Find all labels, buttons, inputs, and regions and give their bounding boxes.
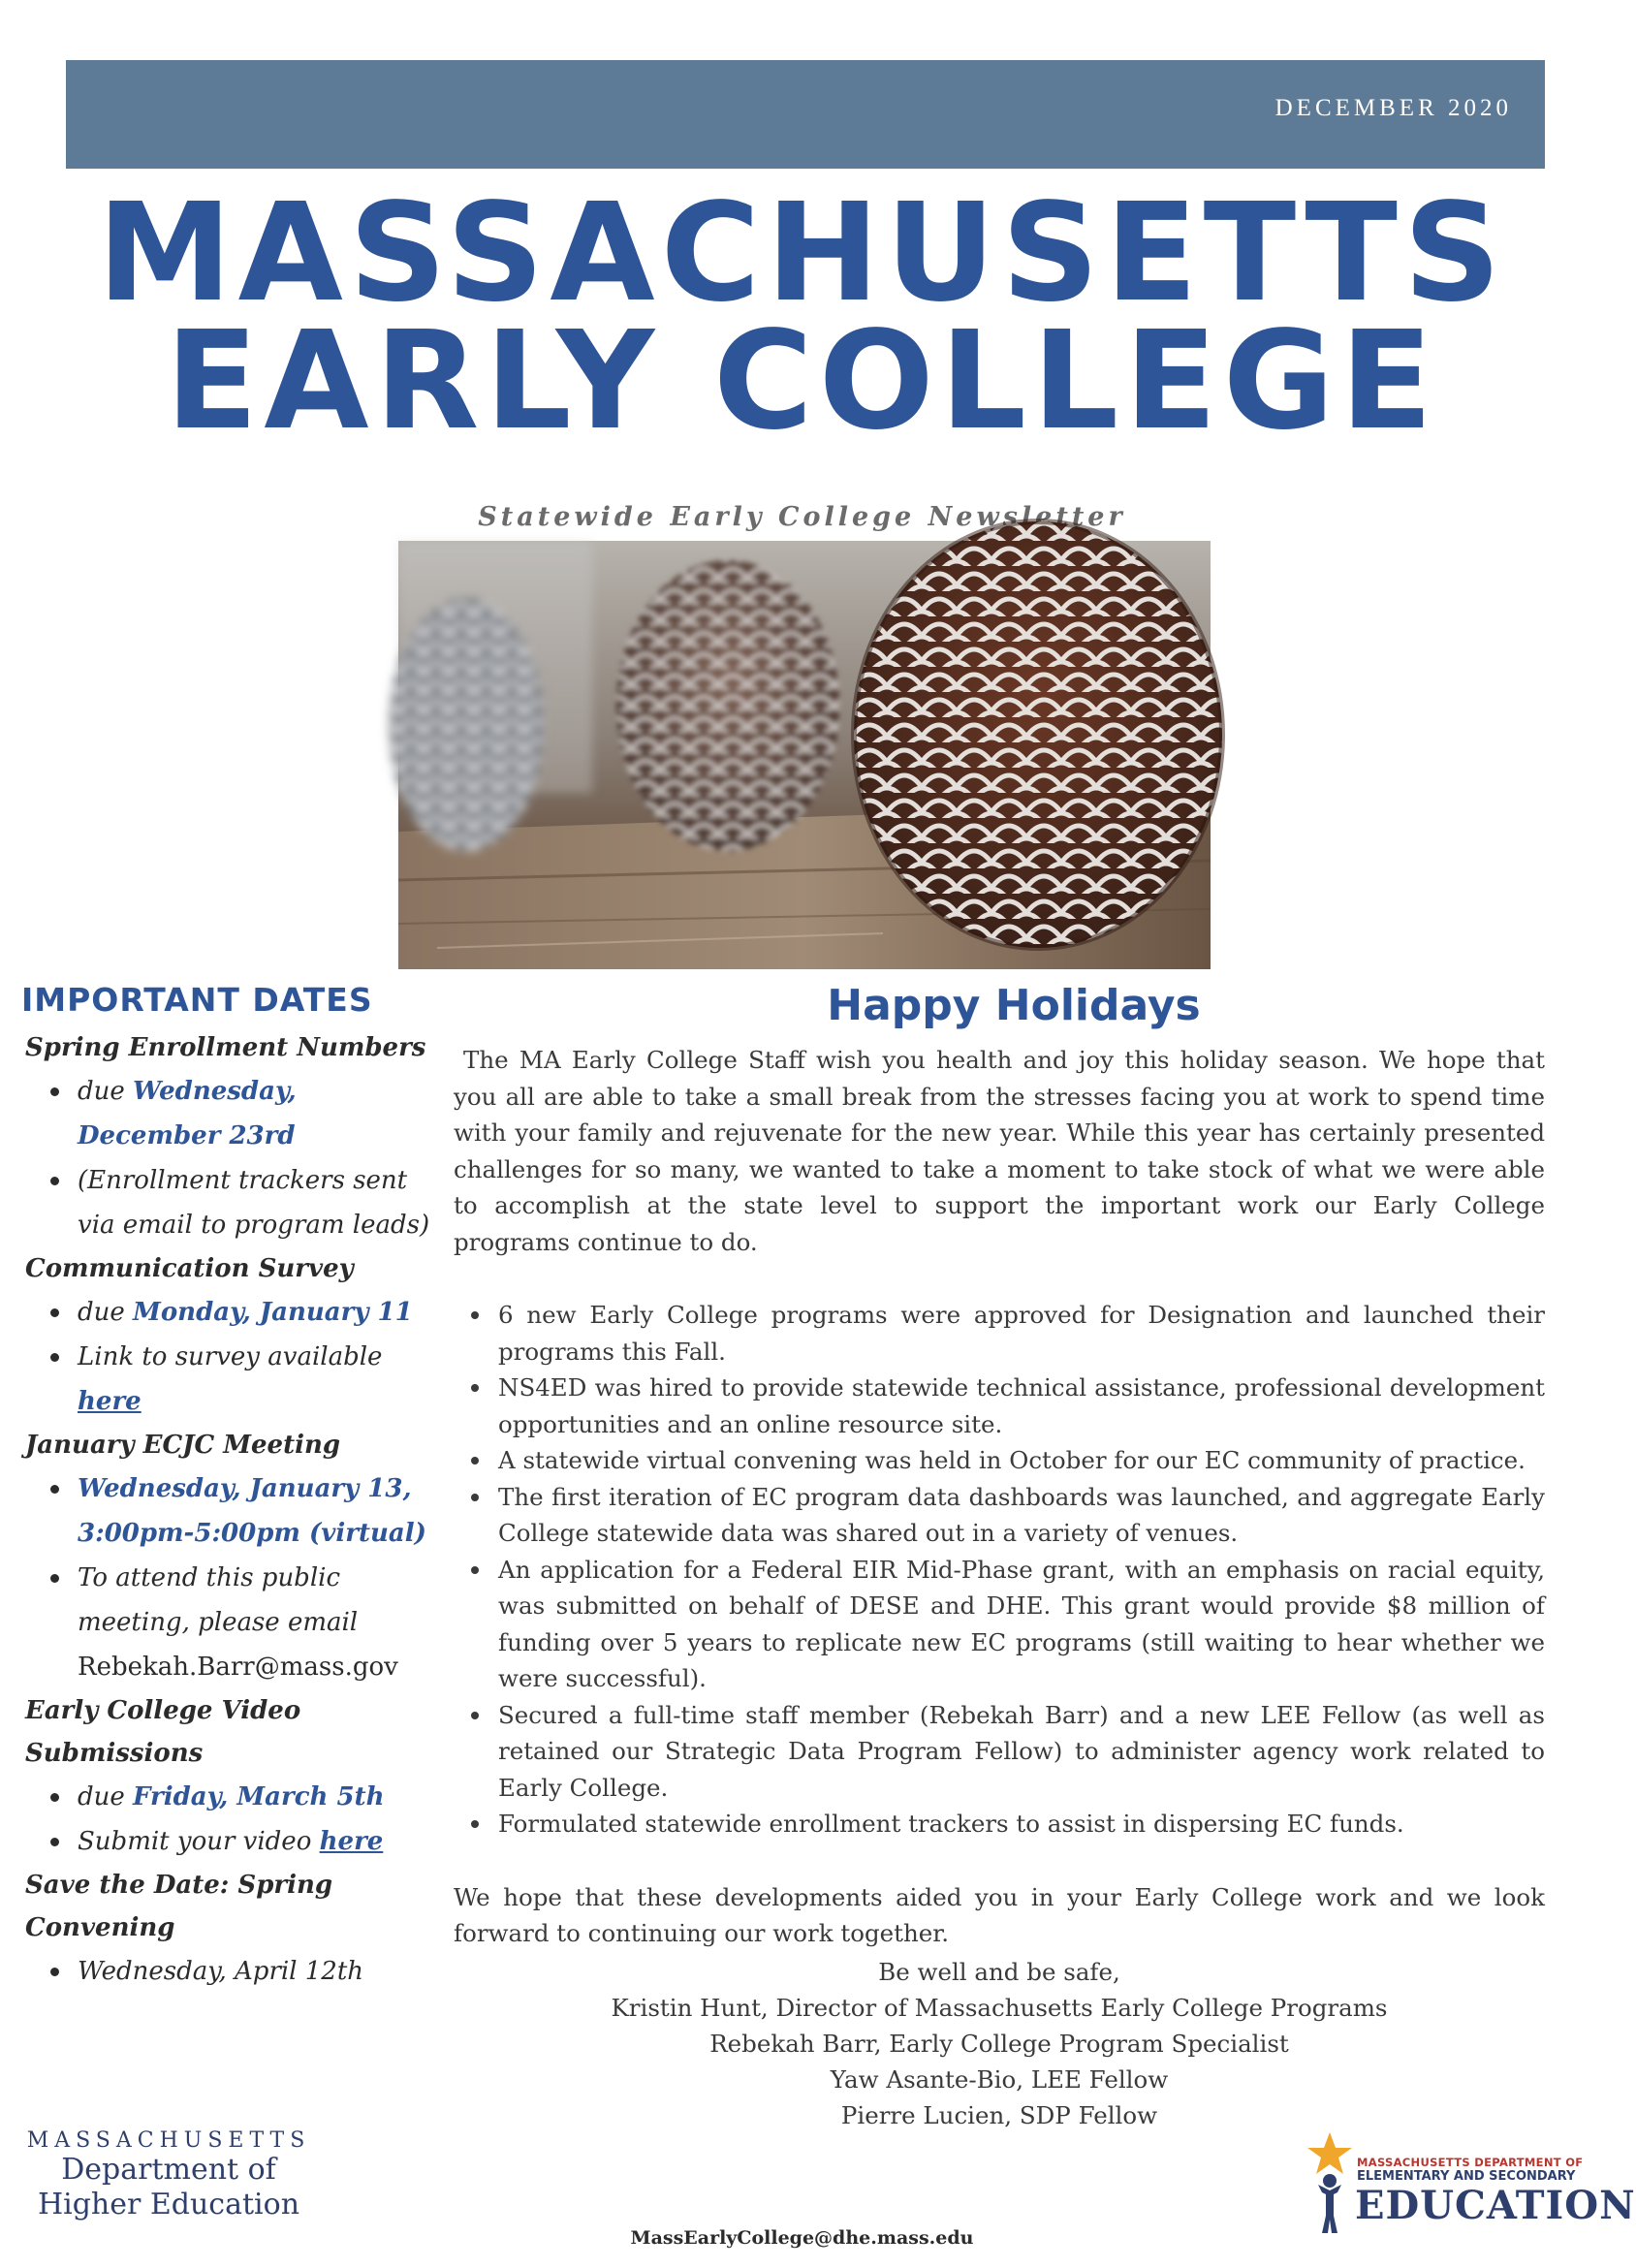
- communication-survey-list: [21, 1290, 438, 1424]
- signoff-line: Yaw Asante-Bio, LEE Fellow: [830, 2065, 1169, 2094]
- dhe-logo-line2: Higher Education: [37, 2188, 300, 2221]
- dhe-logo-state: MASSACHUSETTS: [26, 2128, 311, 2153]
- list-item: Link to survey available here: [50, 1335, 438, 1424]
- due-date: Friday, March 5th: [133, 1782, 385, 1811]
- list-item: The first iteration of EC program data dashboards was launched, and aggregate Early College statewide data was shared out in a variety of venues.: [498, 1479, 1545, 1552]
- signoff-line: Kristin Hunt, Director of Massachusetts Early College Programs: [611, 1994, 1388, 2022]
- dhe-logo: [23, 2128, 314, 2222]
- dese-logo-line3: EDUCATION: [1355, 2183, 1636, 2228]
- article-closing: We hope that these developments aided you in your Early College work and we look forward to continuing our work together.: [454, 1882, 1545, 1947]
- section-heading-communication-survey: Communication Survey: [25, 1254, 354, 1283]
- footer-email[interactable]: MassEarlyCollege@dhe.mass.edu: [630, 2227, 974, 2249]
- section-heading-video-submissions: Early College Video Submissions: [25, 1696, 301, 1768]
- newsletter-subtitle: Statewide Early College Newsletter: [478, 502, 1126, 532]
- list-item: Wednesday, April 12th: [50, 1949, 438, 1994]
- list-item: due Monday, January 11: [50, 1290, 438, 1335]
- masthead-line-2: EARLY COLLEGE: [165, 302, 1439, 460]
- due-date: Wednesday, December 23rd: [78, 1077, 297, 1150]
- signoff-line: Rebekah Barr, Early College Program Specialist: [709, 2030, 1289, 2058]
- list-item: due Wednesday, December 23rd: [50, 1069, 438, 1158]
- signoff-line: Be well and be safe,: [878, 1958, 1120, 1986]
- survey-link[interactable]: here: [78, 1387, 142, 1416]
- star-figure-icon: [1303, 2130, 1361, 2237]
- contact-email: Rebekah.Barr@mass.gov: [78, 1653, 398, 1682]
- signoff-line: Pierre Lucien, SDP Fellow: [840, 2101, 1158, 2129]
- accomplishments-list: [454, 1297, 1545, 1843]
- dese-logo-line2: ELEMENTARY AND SECONDARY: [1357, 2169, 1576, 2184]
- article-title: Happy Holidays: [827, 981, 1201, 1030]
- list-item: due Friday, March 5th: [50, 1775, 438, 1819]
- section-heading-spring-enrollment: Spring Enrollment Numbers: [25, 1033, 426, 1062]
- list-item: (Enrollment trackers sent via email to program leads): [50, 1158, 438, 1247]
- list-item: NS4ED was hired to provide statewide technical assistance, professional development opportunities and an online resource site.: [498, 1370, 1545, 1442]
- due-date: Monday, January 11: [133, 1298, 413, 1327]
- section-heading-ecjc-meeting: January ECJC Meeting: [25, 1431, 341, 1460]
- video-submissions-list: [21, 1775, 438, 1864]
- important-dates-column: [21, 981, 438, 1994]
- list-item: An application for a Federal EIR Mid-Phase grant, with an emphasis on racial equity, was submitted on behalf of DESE and DHE. This grant would provide $8 million of funding over 5 years to replicate new EC programs (still waiting to hear whether we were successful).: [498, 1552, 1545, 1697]
- meeting-date: Wednesday, January 13, 3:00pm-5:00pm (virtual): [78, 1474, 426, 1548]
- list-item: Secured a full-time staff member (Rebekah Barr) and a new LEE Fellow (as well as retained our Strategic Data Program Fellow) to administer agency work related to Early College.: [498, 1697, 1545, 1807]
- video-submit-link[interactable]: here: [319, 1827, 384, 1856]
- ecjc-meeting-list: [21, 1466, 438, 1689]
- masthead-title: [0, 174, 1604, 460]
- header-bar: [66, 60, 1545, 169]
- issue-date: DECEMBER 2020: [1274, 95, 1512, 121]
- article-column: [454, 981, 1545, 1952]
- section-heading-spring-convening: Save the Date: Spring Convening: [25, 1871, 333, 1942]
- list-item: [50, 1466, 438, 1556]
- list-item: 6 new Early College programs were approved for Designation and launched their programs this Fall.: [498, 1297, 1545, 1370]
- article-intro: The MA Early College Staff wish you health and joy this holiday season. We hope that you all are able to take a small break from the stresses facing you at work to spend time with your family and rejuvenate for the new year. While this year has certainly presented challenges for so many, we wanted to take a moment to take stock of what we were able to accomplish at the state level to support the important work our Early College programs continue to do.: [454, 1046, 1545, 1256]
- list-item: A statewide virtual convening was held in October for our EC community of practice.: [498, 1442, 1545, 1479]
- dhe-logo-line1: Department of: [61, 2153, 276, 2187]
- masthead-line-1: MASSACHUSETTS: [97, 174, 1507, 332]
- important-dates-heading: IMPORTANT DATES: [21, 981, 373, 1019]
- list-item: To attend this public meeting, please email Rebekah.Barr@mass.gov: [50, 1556, 438, 1689]
- list-item: Submit your video here: [50, 1819, 438, 1864]
- signoff-block: [454, 1954, 1545, 2133]
- dese-logo: [1303, 2130, 1636, 2237]
- spring-convening-list: [21, 1949, 438, 1994]
- dese-logo-line1: MASSACHUSETTS DEPARTMENT OF: [1357, 2156, 1584, 2169]
- pinecone-photo: [398, 541, 1211, 969]
- spring-enrollment-list: [21, 1069, 438, 1247]
- list-item: Formulated statewide enrollment trackers to assist in dispersing EC funds.: [498, 1806, 1545, 1843]
